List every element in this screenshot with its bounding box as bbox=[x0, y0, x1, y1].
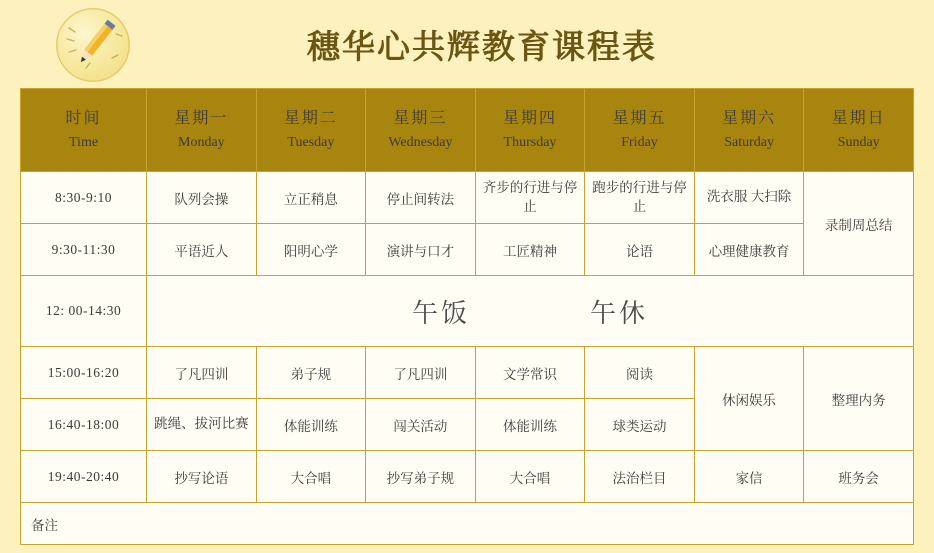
cell-r2-tuesday: 阳明心学 bbox=[256, 224, 366, 276]
time-slot-3: 15:00-16:20 bbox=[21, 347, 147, 399]
note-label: 备注 bbox=[31, 517, 58, 533]
page-title: 穗华心共辉教育课程表 bbox=[307, 29, 657, 66]
cell-r2-thursday: 工匠精神 bbox=[475, 224, 585, 276]
time-slot-5: 19:40-20:40 bbox=[21, 451, 147, 503]
column-header-time-en: Time bbox=[69, 134, 99, 150]
column-header-time-cn: 时间 bbox=[65, 109, 102, 127]
column-header-sunday bbox=[804, 89, 914, 172]
column-header-sunday-en: Sunday bbox=[837, 134, 880, 150]
cell-lunch-break bbox=[147, 276, 914, 347]
cell-r3-saturday: 休闲娱乐 bbox=[694, 347, 804, 451]
table-header-row bbox=[21, 89, 914, 172]
cell-r4-monday: 跳绳、拔河比赛 bbox=[147, 399, 257, 451]
cell-r1-tuesday: 立正稍息 bbox=[256, 172, 366, 224]
table-row bbox=[21, 224, 914, 276]
column-header-tuesday-en: Tuesday bbox=[287, 134, 335, 150]
time-slot-4: 16:40-18:00 bbox=[21, 399, 147, 451]
cell-r2-friday: 论语 bbox=[585, 224, 695, 276]
column-header-friday-cn: 星期五 bbox=[612, 109, 667, 127]
cell-r5-tuesday: 大合唱 bbox=[256, 451, 366, 503]
column-header-saturday-en: Saturday bbox=[724, 134, 774, 150]
column-header-friday-en: Friday bbox=[621, 134, 658, 150]
column-header-wednesday bbox=[366, 89, 476, 172]
column-header-sunday-cn: 星期日 bbox=[831, 109, 886, 127]
time-slot-2: 9:30-11:30 bbox=[21, 224, 147, 276]
cell-r4-wednesday: 闯关活动 bbox=[366, 399, 476, 451]
cell-r3-friday: 阅读 bbox=[585, 347, 695, 399]
table-row bbox=[21, 172, 914, 224]
cell-r1-wednesday: 停止间转法 bbox=[366, 172, 476, 224]
note-section bbox=[20, 503, 914, 545]
cell-r4-thursday: 体能训练 bbox=[475, 399, 585, 451]
column-header-time bbox=[21, 89, 147, 172]
column-header-saturday-cn: 星期六 bbox=[722, 109, 777, 127]
cell-r1-sunday: 录制周总结 bbox=[804, 172, 914, 276]
cell-r5-wednesday: 抄写弟子规 bbox=[366, 451, 476, 503]
nap-label: 午休 bbox=[590, 298, 649, 328]
column-header-tuesday bbox=[256, 89, 366, 172]
column-header-monday-en: Monday bbox=[178, 134, 225, 150]
cell-r5-thursday: 大合唱 bbox=[475, 451, 585, 503]
cell-r4-friday: 球类运动 bbox=[585, 399, 695, 451]
column-header-wednesday-en: Wednesday bbox=[388, 134, 453, 150]
cell-r3-sunday: 整理内务 bbox=[804, 347, 914, 451]
cell-r3-wednesday: 了凡四训 bbox=[366, 347, 476, 399]
cell-r5-monday: 抄写论语 bbox=[147, 451, 257, 503]
cell-r3-thursday: 文学常识 bbox=[475, 347, 585, 399]
table-row bbox=[21, 347, 914, 399]
column-header-monday bbox=[147, 89, 257, 172]
cell-r3-tuesday: 弟子规 bbox=[256, 347, 366, 399]
pencil-badge-icon bbox=[56, 8, 130, 82]
schedule-table bbox=[20, 88, 914, 503]
column-header-wednesday-cn: 星期三 bbox=[393, 109, 448, 127]
cell-r2-monday: 平语近人 bbox=[147, 224, 257, 276]
cell-r5-saturday: 家信 bbox=[694, 451, 804, 503]
table-row-lunch bbox=[21, 276, 914, 347]
time-slot-lunch: 12: 00-14:30 bbox=[21, 276, 147, 347]
column-header-thursday bbox=[475, 89, 585, 172]
column-header-monday-cn: 星期一 bbox=[174, 109, 229, 127]
cell-r1-thursday: 齐步的行进与停止 bbox=[475, 172, 585, 224]
cell-r3-monday: 了凡四训 bbox=[147, 347, 257, 399]
cell-r1-saturday: 洗衣服 大扫除 bbox=[694, 172, 804, 224]
document-header bbox=[0, 0, 934, 88]
cell-r1-monday: 队列会操 bbox=[147, 172, 257, 224]
cell-r4-tuesday: 体能训练 bbox=[256, 399, 366, 451]
column-header-thursday-en: Thursday bbox=[503, 134, 557, 150]
cell-r5-friday: 法治栏目 bbox=[585, 451, 695, 503]
column-header-saturday bbox=[694, 89, 804, 172]
lunch-label: 午饭 bbox=[412, 298, 471, 328]
column-header-tuesday-cn: 星期二 bbox=[283, 109, 338, 127]
cell-r2-saturday: 心理健康教育 bbox=[694, 224, 804, 276]
time-slot-1: 8:30-9:10 bbox=[21, 172, 147, 224]
cell-r5-sunday: 班务会 bbox=[804, 451, 914, 503]
column-header-friday bbox=[585, 89, 695, 172]
column-header-thursday-cn: 星期四 bbox=[502, 109, 557, 127]
cell-r2-wednesday: 演讲与口才 bbox=[366, 224, 476, 276]
table-row bbox=[21, 451, 914, 503]
cell-r1-friday: 跑步的行进与停止 bbox=[585, 172, 695, 224]
